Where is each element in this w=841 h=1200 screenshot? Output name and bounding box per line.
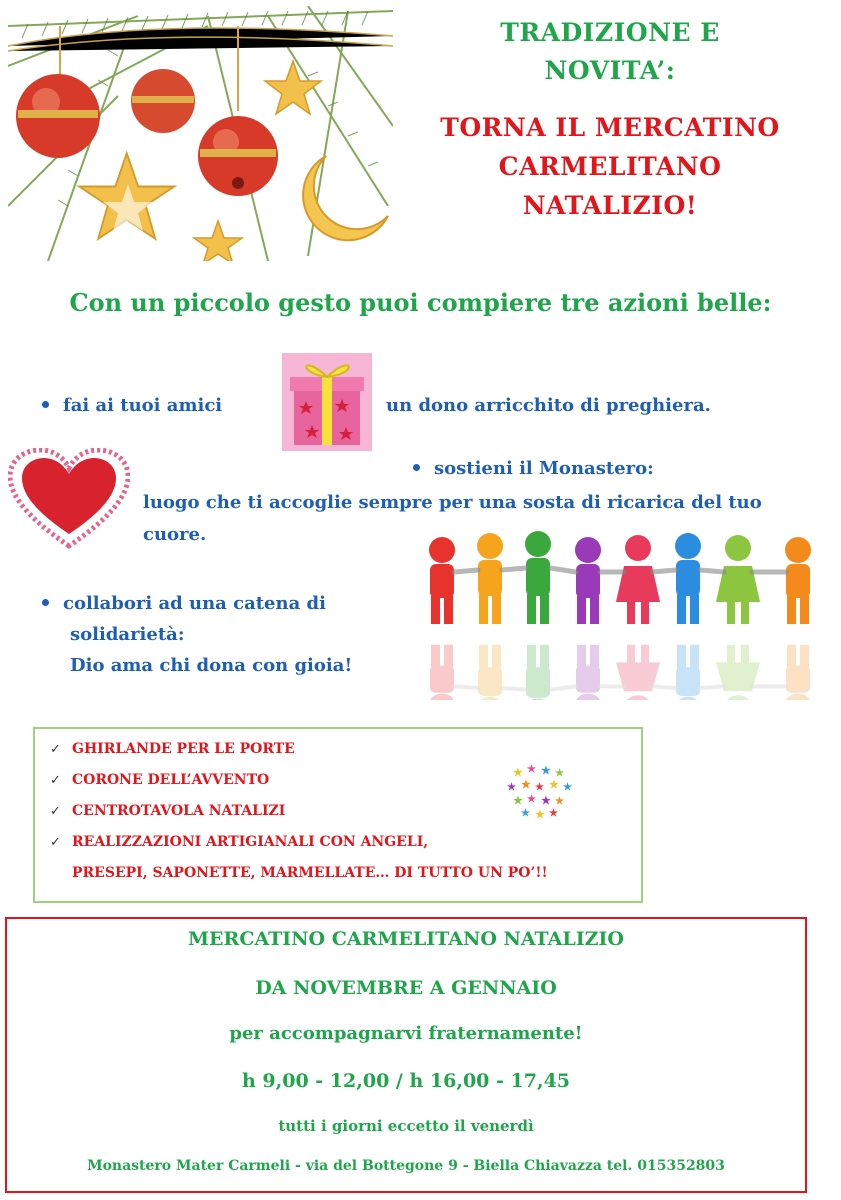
gift-box-icon (282, 353, 372, 451)
product-label: CENTROTAVOLA NATALIZI (72, 803, 286, 819)
title-red-line-2: CARMELITANO (498, 152, 722, 181)
bullet-2-body: luogo che ti accoglie sempre per una sosta di ricarica del tuo cuore. (143, 492, 762, 545)
product-label: CORONE DELL’AVVENTO (72, 772, 270, 788)
svg-text:★: ★ (535, 782, 544, 793)
svg-text:★: ★ (541, 764, 551, 777)
bullet-dot (42, 401, 49, 408)
product-label: GHIRLANDE PER LE PORTE (72, 741, 295, 757)
svg-text:★: ★ (527, 764, 536, 775)
svg-text:★: ★ (513, 794, 523, 807)
info-address: Monastero Mater Carmeli - via del Bottegone 9 - Biella Chiavazza tel. 015352803 (87, 1158, 725, 1174)
bullet-dot (42, 599, 49, 606)
svg-text:★: ★ (521, 778, 531, 791)
bullet-1-left (42, 395, 222, 416)
info-days: tutti i giorni eccetto il venerdì (278, 1117, 534, 1135)
checkmark-icon: ✓ (50, 804, 61, 819)
svg-text:★: ★ (507, 782, 516, 793)
list-item (50, 796, 548, 827)
title-red (400, 108, 820, 225)
christmas-ornaments-icon (8, 6, 393, 261)
heart-icon (8, 448, 130, 550)
svg-text:★: ★ (555, 796, 564, 807)
checkmark-icon: ✓ (50, 773, 61, 788)
bullet-3-line-1: collabori ad una catena di (63, 593, 326, 614)
checkmark-icon: ✓ (50, 742, 61, 757)
list-item (50, 827, 548, 858)
children-chain-icon (420, 530, 835, 700)
title-green (410, 14, 810, 90)
info-title: MERCATINO CARMELITANO NATALIZIO (188, 928, 624, 950)
svg-text:★: ★ (521, 808, 530, 819)
bullet-3-line-3: Dio ama chi dona con gioia! (70, 655, 353, 676)
svg-text:★: ★ (555, 768, 564, 779)
bullet-3 (42, 588, 352, 681)
bullet-dot (413, 464, 420, 471)
title-green-line-1: TRADIZIONE E (500, 18, 720, 47)
info-slogan: per accompagnarvi fraternamente! (229, 1023, 583, 1044)
list-item (50, 765, 548, 796)
bullet-2-head: sostieni il Monastero: (434, 458, 654, 479)
svg-text:★: ★ (513, 766, 523, 779)
products-list (50, 734, 548, 889)
product-continuation: PRESEPI, SAPONETTE, MARMELLATE… DI TUTTO UN PO’!! (72, 865, 548, 881)
svg-text:★: ★ (549, 778, 559, 791)
info-period: DA NOVEMBRE A GENNAIO (255, 977, 557, 999)
checkmark-icon: ✓ (50, 835, 61, 850)
confetti-stars-icon (505, 762, 577, 822)
svg-text:★: ★ (527, 794, 536, 805)
bullet-2 (413, 458, 654, 479)
bullet-3-line-2: solidarietà: (70, 624, 185, 645)
bullet-1-right-text: un dono arricchito di preghiera. (386, 395, 711, 416)
info-hours: h 9,00 - 12,00 / h 16,00 - 17,45 (241, 1070, 571, 1092)
bullet-1-left-text: fai ai tuoi amici (63, 395, 223, 416)
title-red-line-1: TORNA IL MERCATINO (440, 113, 780, 142)
list-item (50, 734, 548, 765)
info-box (5, 917, 807, 1193)
svg-text:★: ★ (549, 808, 558, 819)
svg-text:★: ★ (535, 808, 545, 821)
svg-text:★: ★ (541, 794, 551, 807)
svg-text:★: ★ (563, 782, 572, 793)
product-label: REALIZZAZIONI ARTIGIANALI CON ANGELI, (72, 834, 429, 850)
tagline: Con un piccolo gesto puoi compiere tre azioni belle: (69, 288, 772, 317)
title-red-line-3: NATALIZIO! (522, 191, 698, 220)
title-green-line-2: NOVITA’: (544, 56, 676, 85)
